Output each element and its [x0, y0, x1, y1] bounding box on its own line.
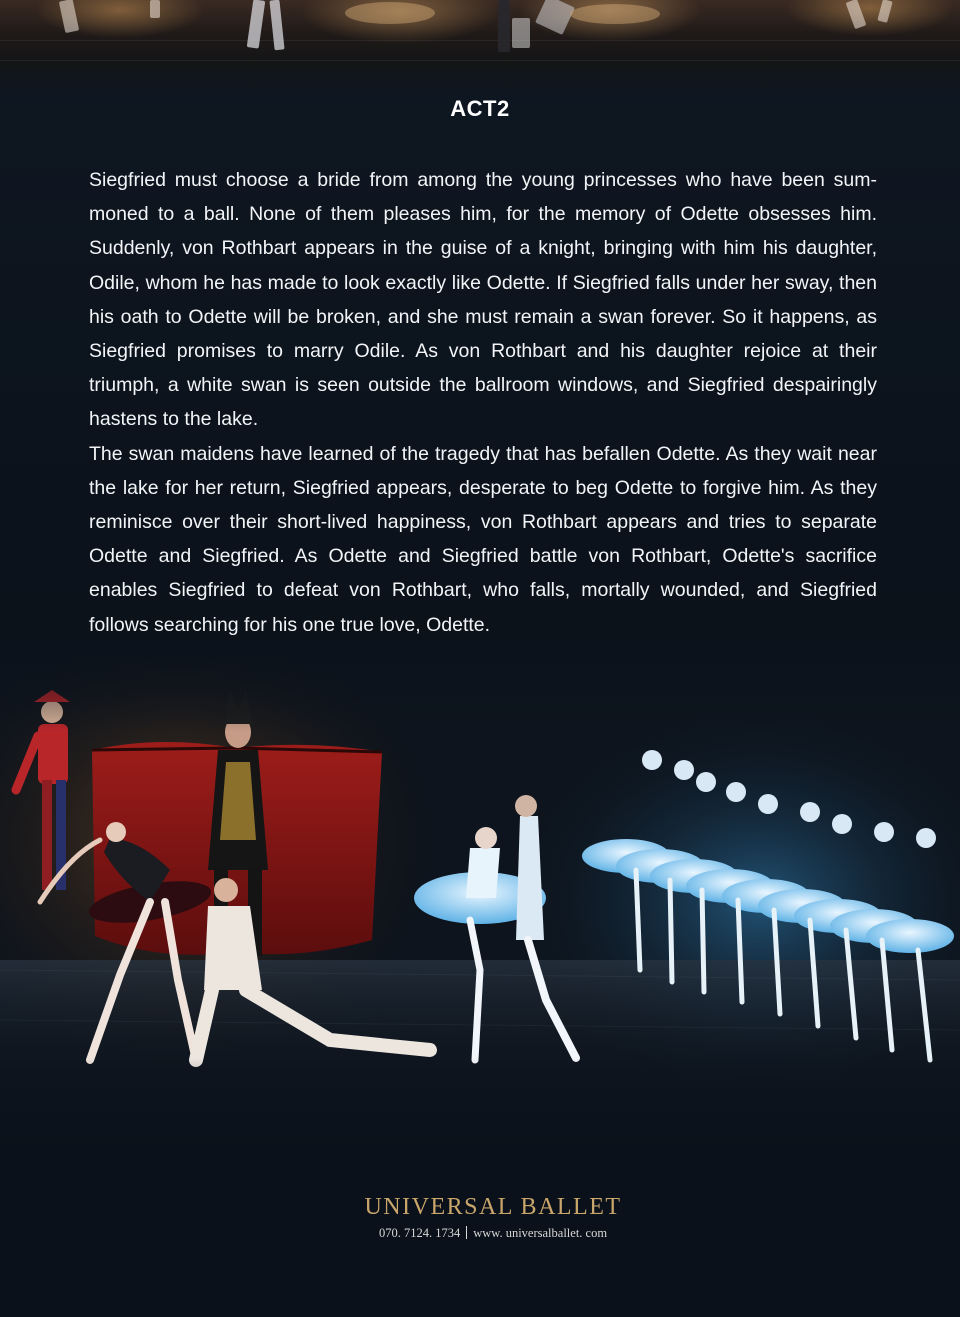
synopsis-text	[89, 163, 877, 642]
act-title: ACT2	[450, 96, 510, 121]
brand-logo-text: UNIVERSAL BALLET	[364, 1194, 622, 1220]
synopsis-paragraph-1: Siegfried must choose a bride from among the young princesses who have been sum-moned to a ball. None of them pleases him, for the memory of Odette obsesses him. Suddenly, von Rothbart appears in the guise of a knight, bringing with him his daughter, Odile, whom he has made to look exactly like Odette. If Siegfried falls under her sway, then his oath to Odette will be broken, and she must remain a swan forever. So it happens, as Siegfried promises to marry Odile. As von Rothbart and his daughter rejoice at their triumph, a white swan is seen outside the ballroom windows, and Siegfried despairingly hastens to the lake.	[89, 169, 877, 431]
bottom-stage-photo	[0, 640, 960, 1150]
contact-divider	[466, 1226, 467, 1239]
website-link[interactable]: www. universalballet. com	[473, 1226, 608, 1240]
top-stage-photo	[0, 0, 960, 95]
ballet-scene-illustration	[0, 640, 960, 1150]
contact-info	[0, 1226, 960, 1241]
synopsis-paragraph-2: The swan maidens have learned of the tragedy that has befallen Odette. As they wait near the lake for her return, Siegfried appears, desperate to beg Odette to forgive him. As they reminisce over their short-lived happiness, von Rothbart appears and tries to separate Odette and Siegfried. As Odette and Siegfried battle von Rothbart, Odette's sacrifice enables Siegfried to defeat von Rothbart, who falls, mortally wounded, and Siegfried follows searching for his one true love, Odette.	[89, 442, 877, 636]
phone-number: 070. 7124. 1734	[378, 1226, 461, 1240]
